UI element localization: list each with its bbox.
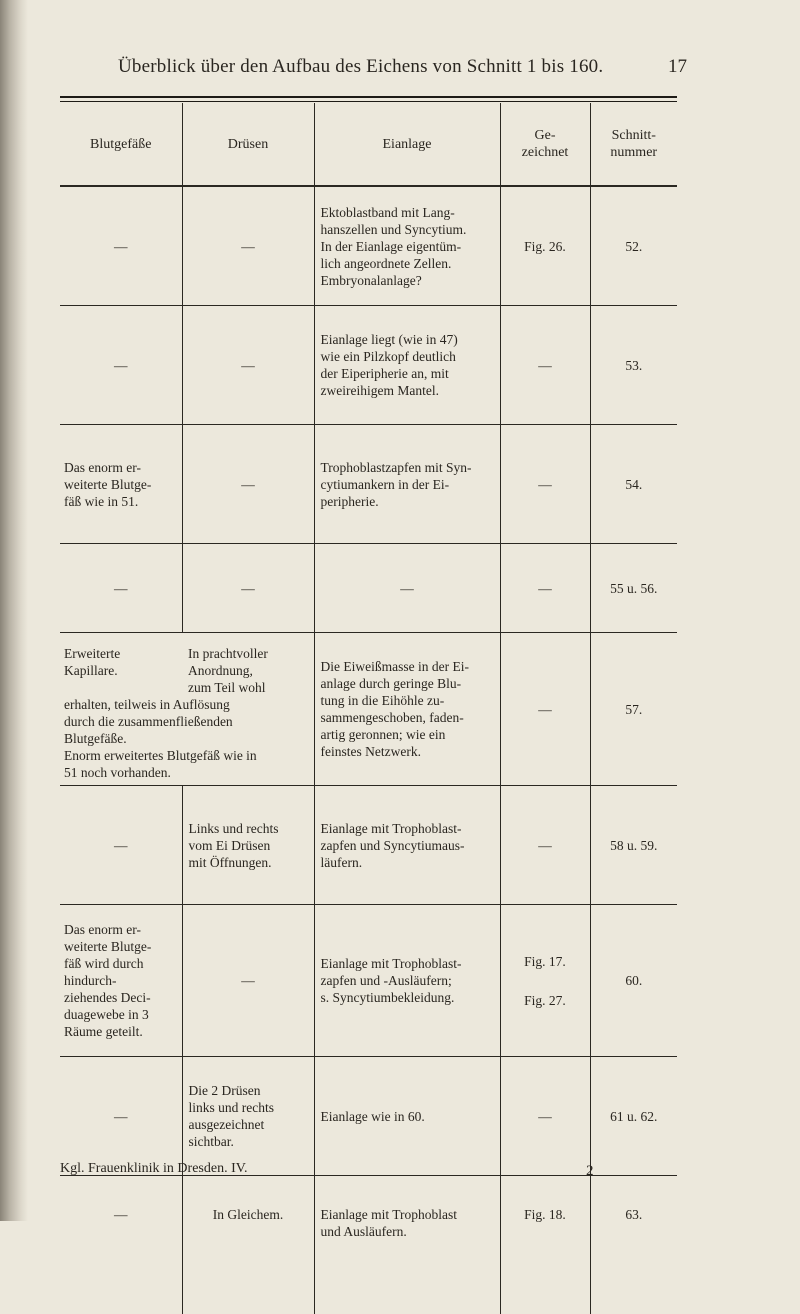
cell-gezeichnet: —: [500, 544, 590, 633]
merged-continuation-text: erhalten, teilweis in Auflösung durch die zusammenfließenden Blutgefäße. Enorm erweitertes Blutgefäß wie in 51 noch vorhanden.: [64, 696, 308, 781]
cell-blutgefaesse: —: [60, 786, 182, 905]
column-header-blutgefaesse: Blutgefäße: [60, 103, 182, 186]
cell-blutgefaesse-druesen-merged: [60, 633, 314, 786]
cell-gezeichnet: —: [500, 306, 590, 425]
cell-druesen: —: [182, 306, 314, 425]
column-header-eianlage: Eianlage: [314, 103, 500, 186]
figure-reference: Fig. 27.: [507, 992, 584, 1009]
cell-schnittnummer: 57.: [590, 633, 677, 786]
header-rule-thin: [60, 101, 677, 102]
cell-blutgefaesse: —: [60, 306, 182, 425]
cell-gezeichnet: Fig. 26.: [500, 186, 590, 306]
cell-eianlage: Eianlage mit Trophoblast- zapfen und Syncytiumaus- läufern.: [314, 786, 500, 905]
table-header: [60, 103, 677, 186]
cell-eianlage: Die Eiweißmasse in der Ei- anlage durch geringe Blu- tung in die Eihöhle zu- sammengeschoben, faden- artig geronnen; wie ein feinstes Netzwerk.: [314, 633, 500, 786]
table-row: [60, 306, 677, 425]
section-overview-table: [60, 103, 677, 1314]
table-row: [60, 633, 677, 786]
cell-druesen: In Gleichem.: [182, 1176, 314, 1314]
cell-schnittnummer: 55 u. 56.: [590, 544, 677, 633]
cell-druesen: Links und rechts vom Ei Drüsen mit Öffnungen.: [182, 786, 314, 905]
cell-blutgefaesse: —: [60, 1057, 182, 1176]
column-header-druesen: Drüsen: [182, 103, 314, 186]
table-row: [60, 425, 677, 544]
cell-blutgefaesse: Das enorm er- weiterte Blutge- fäß wird durch hindurch- ziehendes Deci- duagewebe in 3 Räume geteilt.: [60, 905, 182, 1057]
merged-druesen-text: In prachtvoller Anordnung, zum Teil wohl: [188, 645, 308, 696]
cell-blutgefaesse: —: [60, 186, 182, 306]
merged-blutgefaesse-text: Erweiterte Kapillare.: [64, 645, 184, 696]
cell-gezeichnet: —: [500, 1057, 590, 1176]
table-row: [60, 1176, 677, 1314]
footer-publisher-line: Kgl. Frauenklinik in Dresden. IV.: [60, 1161, 248, 1177]
table-row: [60, 905, 677, 1057]
cell-schnittnummer: 61 u. 62.: [590, 1057, 677, 1176]
cell-eianlage: Trophoblastzapfen mit Syn- cytiumankern in der Ei- peripherie.: [314, 425, 500, 544]
table-row: [60, 186, 677, 306]
table-row: [60, 1057, 677, 1176]
cell-blutgefaesse: Das enorm er- weiterte Blutge- fäß wie in 51.: [60, 425, 182, 544]
merged-cell-columns: [64, 645, 308, 696]
column-header-gezeichnet: Ge- zeichnet: [500, 103, 590, 186]
cell-eianlage: Eianlage mit Trophoblast und Ausläufern.: [314, 1176, 500, 1314]
cell-gezeichnet: Fig. 18.: [500, 1176, 590, 1314]
cell-blutgefaesse: —: [60, 544, 182, 633]
cell-eianlage: Eianlage wie in 60.: [314, 1057, 500, 1176]
cell-eianlage: Eianlage liegt (wie in 47) wie ein Pilzkopf deutlich der Eiperipherie an, mit zweireihigem Mantel.: [314, 306, 500, 425]
cell-eianlage: Ektoblastband mit Lang- hanszellen und Syncytium. In der Eianlage eigentüm- lich angeordnete Zellen. Embryonalanlage?: [314, 186, 500, 306]
cell-schnittnummer: 53.: [590, 306, 677, 425]
cell-gezeichnet: [500, 905, 590, 1057]
book-gutter-shadow: [0, 0, 28, 1221]
cell-schnittnummer: 52.: [590, 186, 677, 306]
cell-schnittnummer: 58 u. 59.: [590, 786, 677, 905]
cell-schnittnummer: 54.: [590, 425, 677, 544]
cell-eianlage: —: [314, 544, 500, 633]
cell-blutgefaesse: —: [60, 1176, 182, 1314]
running-header-title: Überblick über den Aufbau des Eichens von Schnitt 1 bis 160.: [118, 56, 603, 78]
footer-signature-mark: 2: [586, 1163, 594, 1180]
cell-gezeichnet: —: [500, 633, 590, 786]
table-row: [60, 544, 677, 633]
cell-schnittnummer: 63.: [590, 1176, 677, 1314]
cell-druesen: Die 2 Drüsen links und rechts ausgezeichnet sichtbar.: [182, 1057, 314, 1176]
header-rule: [60, 96, 677, 98]
cell-gezeichnet: —: [500, 425, 590, 544]
figure-reference: Fig. 17.: [507, 953, 584, 970]
table-row: [60, 786, 677, 905]
cell-druesen: —: [182, 425, 314, 544]
cell-eianlage: Eianlage mit Trophoblast- zapfen und -Ausläufern; s. Syncytiumbekleidung.: [314, 905, 500, 1057]
page-number: 17: [668, 56, 687, 78]
cell-druesen: —: [182, 905, 314, 1057]
column-header-schnittnummer: Schnitt- nummer: [590, 103, 677, 186]
cell-schnittnummer: 60.: [590, 905, 677, 1057]
cell-druesen: —: [182, 544, 314, 633]
cell-gezeichnet: —: [500, 786, 590, 905]
cell-druesen: —: [182, 186, 314, 306]
